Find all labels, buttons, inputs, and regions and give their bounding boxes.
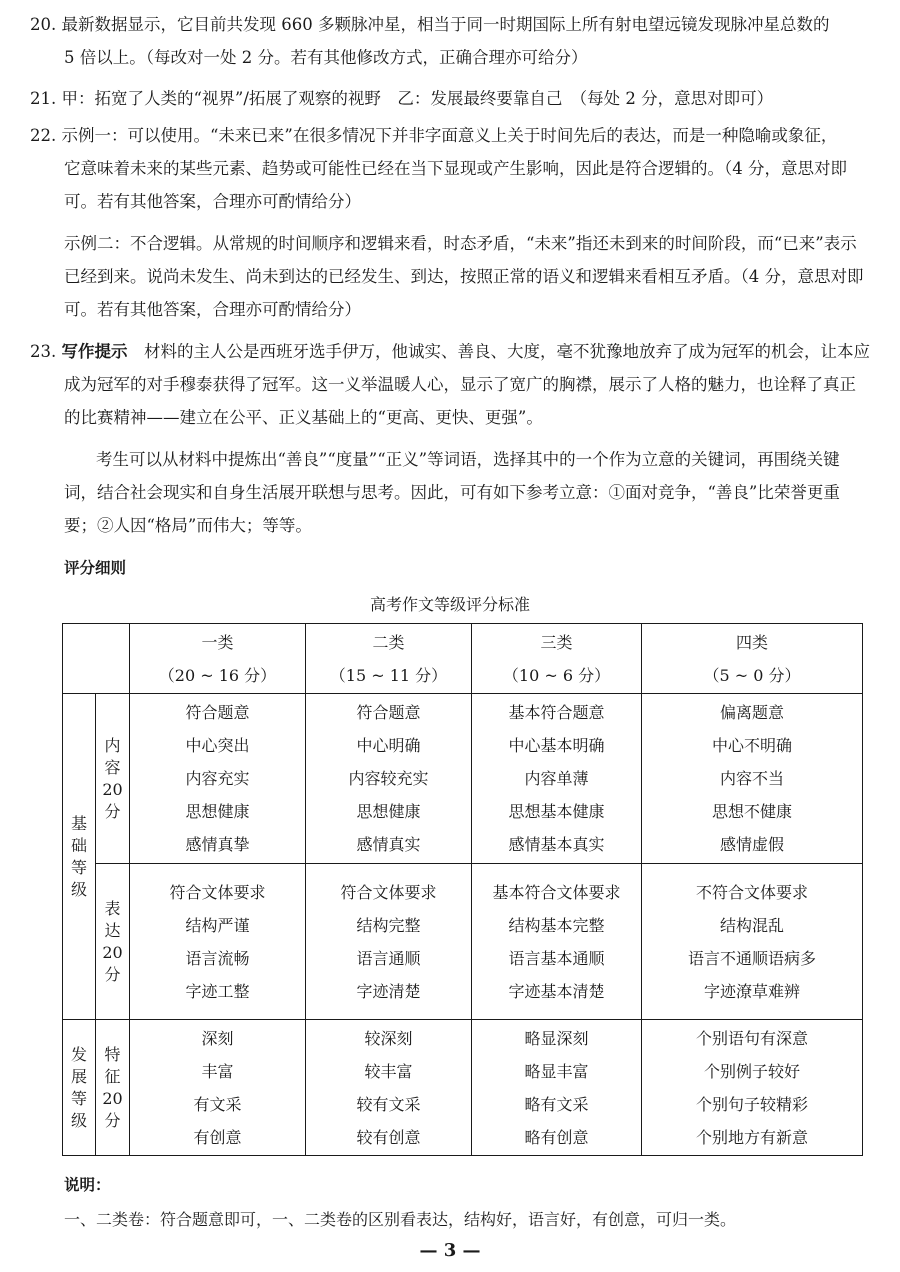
criterion: 字迹基本清楚 bbox=[508, 981, 605, 1001]
header-grade-4-range: （5 ~ 0 分） bbox=[703, 665, 801, 685]
criterion: 感情真挚 bbox=[185, 835, 250, 854]
row-label-char: 20 bbox=[102, 1088, 123, 1108]
header-grade-4-name: 四类 bbox=[735, 632, 768, 652]
criterion: 中心不明确 bbox=[711, 736, 792, 755]
header-grade-2-name: 二类 bbox=[372, 632, 405, 652]
cell-content-grade-4 bbox=[642, 694, 863, 864]
criterion: 感情虚假 bbox=[719, 835, 784, 854]
criterion: 符合题意 bbox=[356, 703, 421, 722]
group-basic-char: 基 bbox=[70, 813, 87, 833]
criterion: 有创意 bbox=[193, 1127, 242, 1147]
table-title: 高考作文等级评分标准 bbox=[369, 595, 530, 614]
group-basic-char: 级 bbox=[70, 879, 87, 899]
criterion: 较丰富 bbox=[364, 1061, 413, 1081]
scoring-heading: 评分细则 bbox=[64, 559, 127, 577]
row-label-char: 分 bbox=[104, 801, 121, 821]
criterion: 丰富 bbox=[201, 1061, 234, 1081]
answer-22-ex2-line-1: 示例二：不合逻辑。从常规的时间顺序和逻辑来看，时态矛盾，“未来”指还未到来的时间阶段，而“已来”表示 bbox=[64, 234, 857, 253]
cell-features-grade-4 bbox=[642, 1020, 863, 1156]
criterion: 个别句子较精彩 bbox=[695, 1094, 808, 1114]
table-corner-cell bbox=[63, 624, 130, 694]
answer-23-line-3: 的比赛精神——建立在公平、正义基础上的“更高、更快、更强”。 bbox=[64, 408, 543, 427]
group-basic-char: 础 bbox=[70, 835, 87, 855]
answer-23-p2-line-2: 词，结合社会现实和自身生活展开联想与思考。因此，可有如下参考立意：①面对竞争，“善良”比荣誉更重 bbox=[64, 483, 840, 502]
answer-21-line-1: 21. 甲：拓宽了人类的“视界”/拓展了观察的视野 乙：发展最终要靠自己 （每处 2 分，意思对即可） bbox=[30, 89, 774, 108]
answer-23-para-2 bbox=[30, 443, 865, 542]
criterion: 感情真实 bbox=[356, 835, 421, 854]
criterion: 基本符合题意 bbox=[508, 703, 605, 722]
row-features bbox=[63, 1020, 863, 1156]
criterion: 略显丰富 bbox=[524, 1061, 589, 1081]
criterion: 中心明确 bbox=[356, 736, 421, 755]
header-grade-4 bbox=[642, 624, 863, 694]
cell-content-grade-3 bbox=[472, 694, 642, 864]
row-features-label bbox=[96, 1020, 130, 1156]
group-development-char: 级 bbox=[70, 1110, 87, 1130]
cell-features-grade-1 bbox=[130, 1020, 306, 1156]
criterion: 较有创意 bbox=[356, 1127, 421, 1147]
criterion: 思想健康 bbox=[356, 802, 421, 821]
row-content-label bbox=[96, 694, 130, 864]
criterion: 略有创意 bbox=[524, 1127, 589, 1147]
header-grade-1-name: 一类 bbox=[201, 632, 234, 652]
criterion: 中心突出 bbox=[185, 736, 250, 755]
cell-expression-grade-2 bbox=[306, 864, 472, 1020]
criterion: 感情基本真实 bbox=[508, 835, 605, 854]
cell-expression-grade-1 bbox=[130, 864, 306, 1020]
group-basic-label bbox=[63, 694, 96, 1020]
row-label-char: 分 bbox=[104, 964, 121, 984]
criterion: 有文采 bbox=[193, 1094, 242, 1114]
answer-22-example-1 bbox=[30, 119, 865, 218]
row-label-char: 征 bbox=[104, 1066, 121, 1086]
answer-22-ex1-line-3: 可。若有其他答案，合理亦可酌情给分） bbox=[64, 192, 361, 211]
table-header-row bbox=[63, 624, 863, 694]
criterion: 基本符合文体要求 bbox=[492, 882, 621, 902]
cell-content-grade-1 bbox=[130, 694, 306, 864]
note-title: 说明： bbox=[64, 1176, 111, 1194]
answer-23-number: 23. bbox=[30, 342, 57, 361]
answer-23-line-1-text: 材料的主人公是西班牙选手伊万，他诚实、善良、大度，毫不犹豫地放弃了成为冠军的机会，让本应 bbox=[127, 342, 870, 361]
answer-23-p2-line-1: 考生可以从材料中提炼出“善良”“度量”“正义”等词语，选择其中的一个作为立意的关键词，再围绕关键 bbox=[96, 450, 840, 469]
criterion: 内容不当 bbox=[719, 769, 784, 788]
criterion: 较深刻 bbox=[364, 1028, 413, 1048]
answer-22-ex1-line-2: 它意味着未来的某些元素、趋势或可能性已经在当下显现或产生影响，因此是符合逻辑的。（4 分，意思对即 bbox=[64, 159, 847, 178]
cell-content-grade-2 bbox=[306, 694, 472, 864]
note-body: 一、二类卷：符合题意即可，一、二类卷的区别看表达，结构好，语言好，有创意，可归一类。 bbox=[64, 1210, 737, 1229]
header-grade-2 bbox=[306, 624, 472, 694]
criterion: 结构混乱 bbox=[719, 915, 784, 935]
criterion: 较有文采 bbox=[356, 1094, 421, 1114]
scoring-standard-table bbox=[62, 623, 863, 1156]
answer-22-example-2 bbox=[30, 227, 865, 326]
row-label-char: 表 bbox=[104, 898, 121, 918]
answer-20-line-1: 20. 最新数据显示，它目前共发现 660 多颗脉冲星，相当于同一时期国际上所有射电望远镜发现脉冲星总数的 bbox=[30, 15, 830, 34]
answer-23-line-1 bbox=[30, 335, 870, 368]
row-label-char: 20 bbox=[102, 779, 123, 799]
answer-23-para-1 bbox=[30, 335, 870, 434]
answer-20 bbox=[30, 8, 865, 74]
criterion: 内容较充实 bbox=[348, 769, 429, 788]
criterion: 语言基本通顺 bbox=[508, 948, 605, 968]
group-development-char: 发 bbox=[70, 1044, 87, 1064]
row-label-char: 内 bbox=[104, 735, 121, 755]
group-development-char: 展 bbox=[70, 1066, 87, 1086]
cell-expression-grade-4 bbox=[642, 864, 863, 1020]
row-expression-label bbox=[96, 864, 130, 1020]
criterion: 思想不健康 bbox=[711, 802, 792, 821]
header-grade-2-range: （15 ~ 11 分） bbox=[329, 665, 448, 685]
criterion: 字迹清楚 bbox=[356, 981, 421, 1001]
criterion: 符合题意 bbox=[185, 703, 250, 722]
group-basic-char: 等 bbox=[70, 857, 87, 877]
answer-23-p2-line-3: 要；②人因“格局”而伟大；等等。 bbox=[64, 516, 312, 535]
group-development-char: 等 bbox=[70, 1088, 87, 1108]
criterion: 内容充实 bbox=[185, 769, 250, 788]
header-grade-3-name: 三类 bbox=[540, 632, 573, 652]
answer-22-ex2-line-3: 可。若有其他答案，合理亦可酌情给分） bbox=[64, 300, 361, 319]
cell-expression-grade-3 bbox=[472, 864, 642, 1020]
cell-features-grade-2 bbox=[306, 1020, 472, 1156]
answer-22-ex1-line-1: 22. 示例一：可以使用。“未来已来”在很多情况下并非字面意义上关于时间先后的表达，而是一种隐喻或象征， bbox=[30, 126, 838, 145]
answer-21 bbox=[30, 82, 865, 115]
criterion: 语言通顺 bbox=[356, 948, 421, 968]
criterion: 个别例子较好 bbox=[703, 1061, 800, 1081]
criterion: 结构完整 bbox=[356, 915, 421, 935]
row-expression bbox=[63, 864, 863, 1020]
criterion: 语言不通顺语病多 bbox=[687, 948, 816, 968]
criterion: 符合文体要求 bbox=[169, 882, 266, 902]
cell-features-grade-3 bbox=[472, 1020, 642, 1156]
criterion: 语言流畅 bbox=[185, 948, 250, 968]
answer-22-ex2-line-2: 已经到来。说尚未发生、尚未到达的已经发生、到达，按照正常的语义和逻辑来看相互矛盾。（4 分，意思对即 bbox=[64, 267, 864, 286]
criterion: 偏离题意 bbox=[719, 703, 784, 722]
criterion: 思想基本健康 bbox=[508, 802, 605, 821]
criterion: 个别地方有新意 bbox=[695, 1127, 808, 1147]
row-label-char: 分 bbox=[104, 1110, 121, 1130]
page-number: — 3 — bbox=[419, 1240, 481, 1261]
criterion: 不符合文体要求 bbox=[695, 882, 808, 902]
row-label-char: 20 bbox=[102, 942, 123, 962]
row-label-char: 容 bbox=[104, 757, 121, 777]
answer-23-line-2: 成为冠军的对手穆泰获得了冠军。这一义举温暖人心，显示了宽广的胸襟，展示了人格的魅力，也诠释了真正 bbox=[64, 375, 856, 394]
group-development-label bbox=[63, 1020, 96, 1156]
criterion: 思想健康 bbox=[185, 802, 250, 821]
criterion: 略有文采 bbox=[524, 1094, 589, 1114]
criterion: 略显深刻 bbox=[524, 1028, 589, 1048]
answer-20-line-2: 5 倍以上。（每改对一处 2 分。若有其他修改方式，正确合理亦可给分） bbox=[64, 48, 588, 67]
row-label-char: 达 bbox=[104, 920, 121, 940]
header-grade-3 bbox=[472, 624, 642, 694]
row-label-char: 特 bbox=[104, 1044, 121, 1064]
writing-tips-label: 写作提示 bbox=[61, 342, 128, 361]
criterion: 深刻 bbox=[201, 1028, 234, 1048]
criterion: 字迹工整 bbox=[185, 981, 250, 1001]
row-content bbox=[63, 694, 863, 864]
criterion: 中心基本明确 bbox=[508, 736, 605, 755]
criterion: 结构基本完整 bbox=[508, 915, 605, 935]
criterion: 符合文体要求 bbox=[340, 882, 437, 902]
header-grade-1-range: （20 ~ 16 分） bbox=[158, 665, 277, 685]
criterion: 个别语句有深意 bbox=[695, 1028, 808, 1048]
header-grade-1 bbox=[130, 624, 306, 694]
criterion: 结构严谨 bbox=[185, 915, 250, 935]
criterion: 字迹潦草难辨 bbox=[703, 981, 800, 1001]
criterion: 内容单薄 bbox=[524, 769, 589, 788]
header-grade-3-range: （10 ~ 6 分） bbox=[502, 665, 611, 685]
